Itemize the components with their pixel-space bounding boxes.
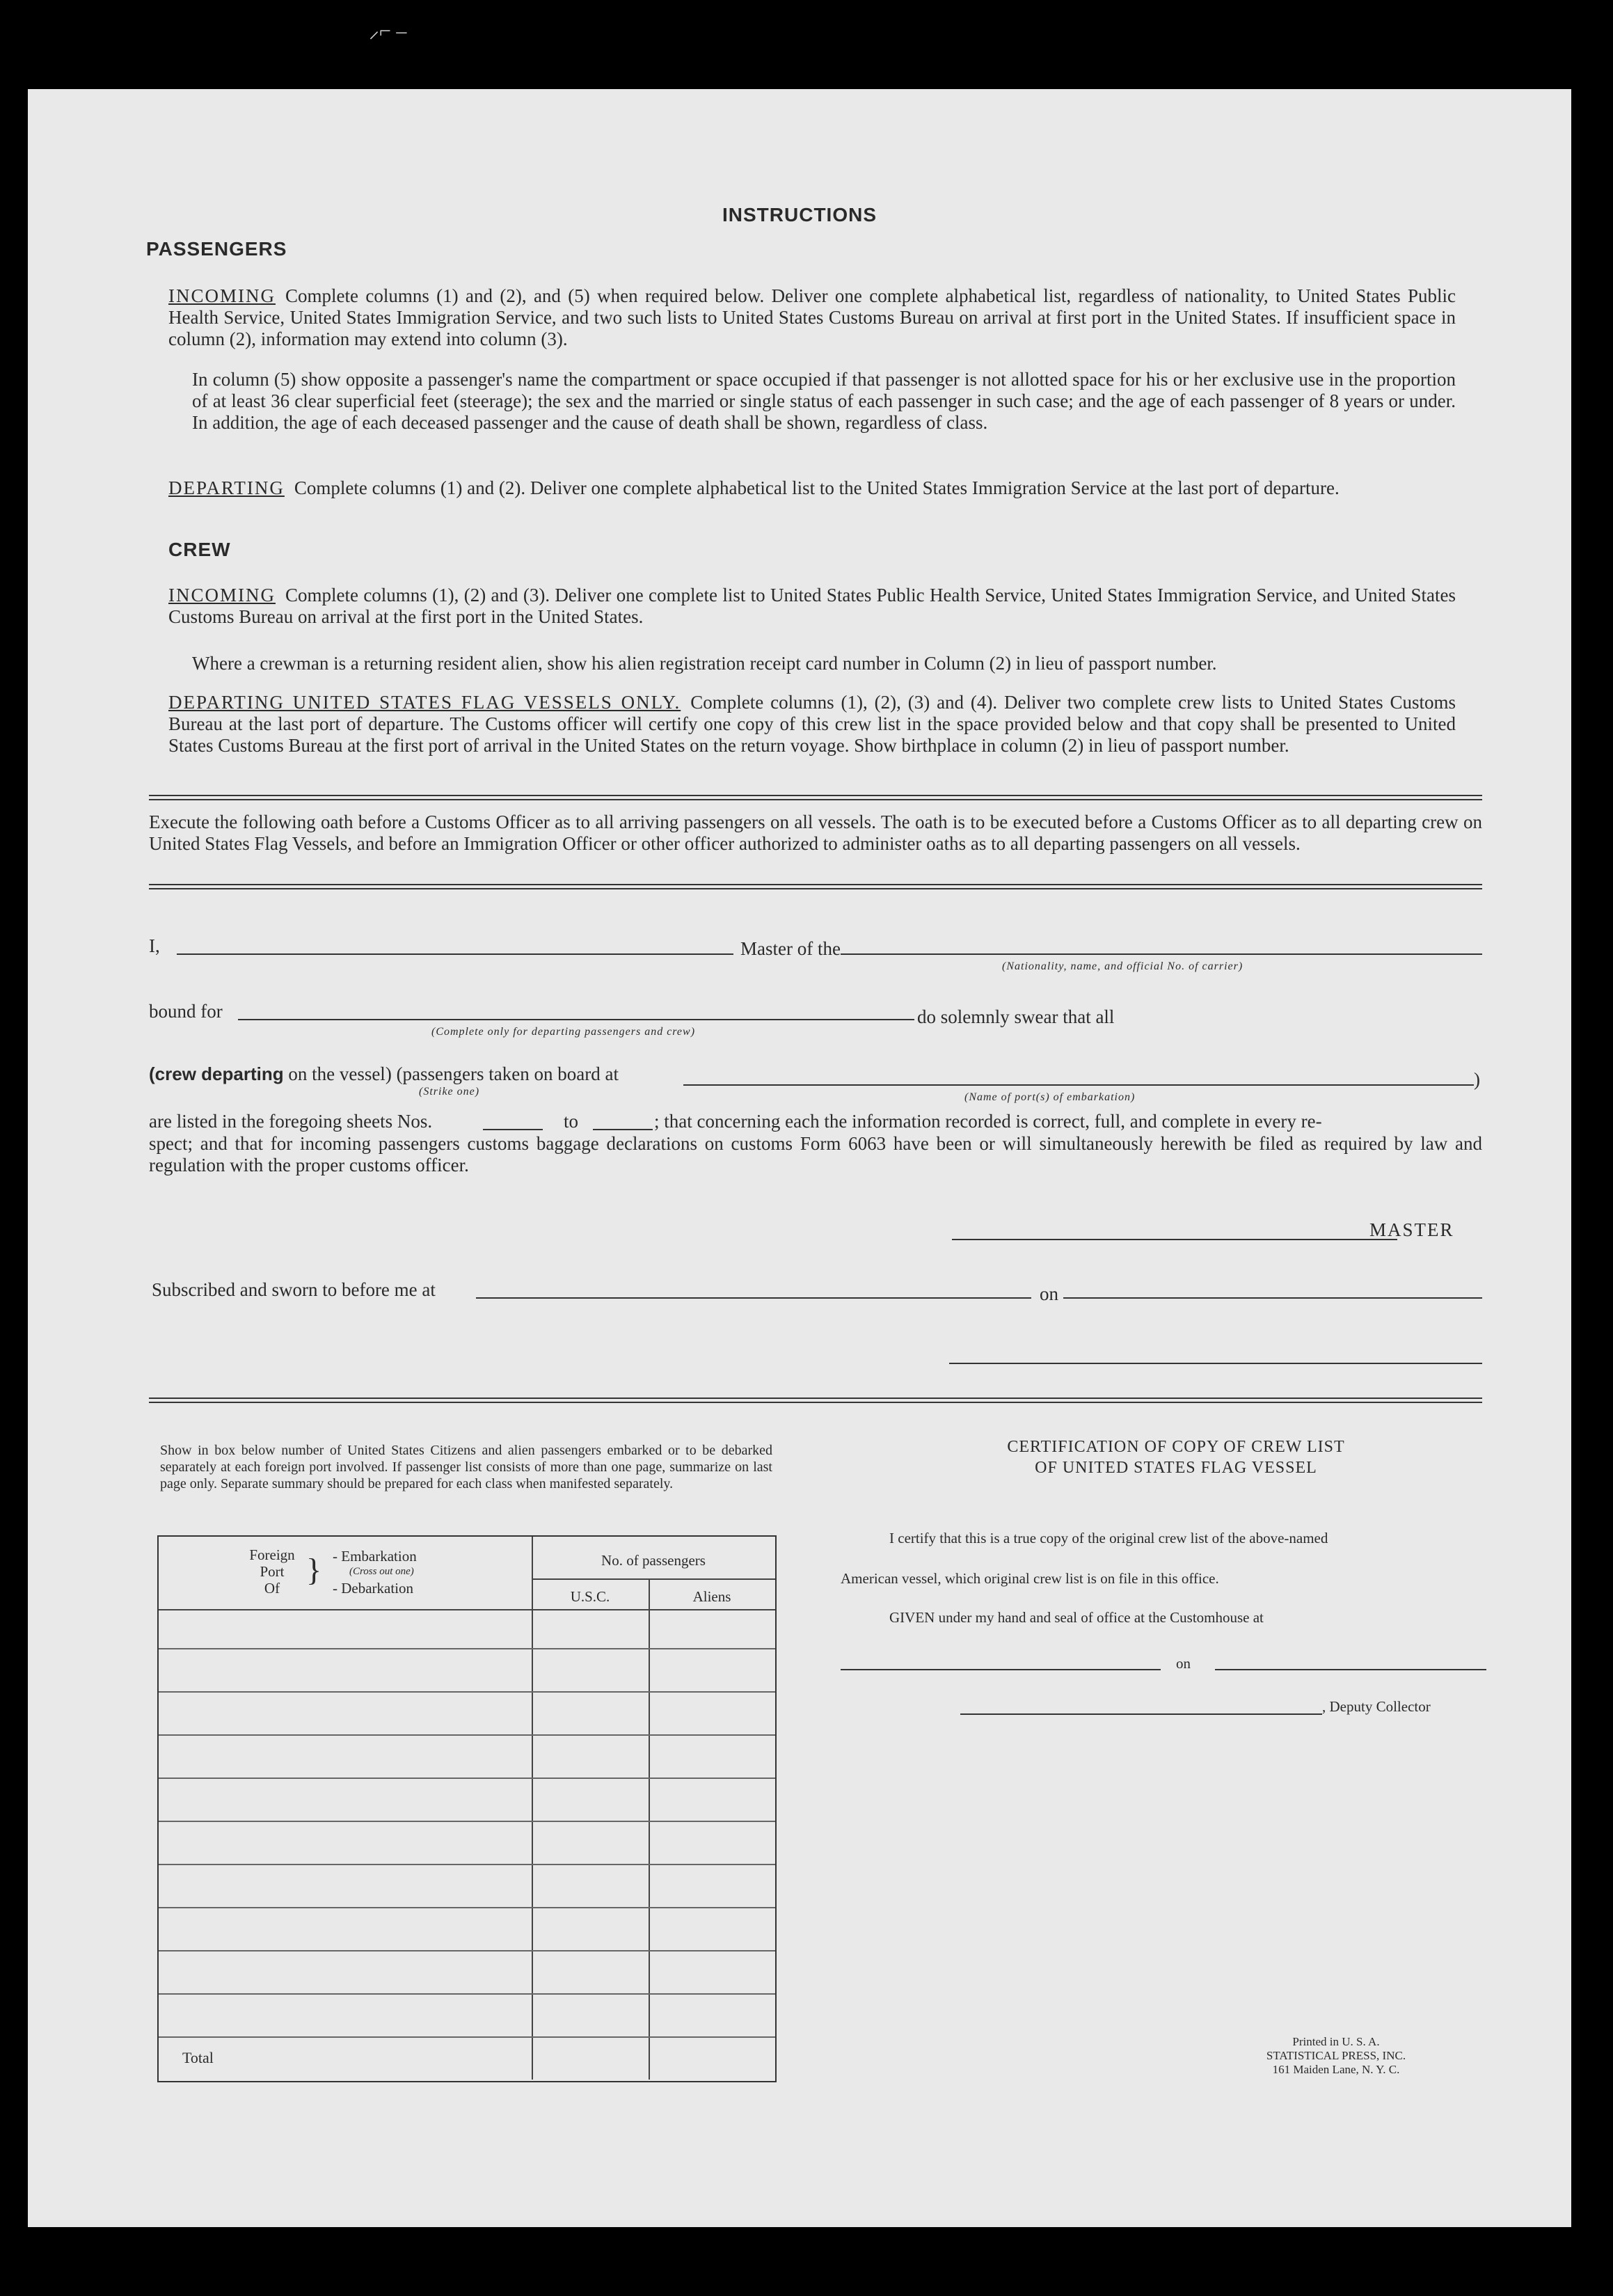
subscribed-label: Subscribed and sworn to before me at [152,1279,436,1300]
divider-rule [149,884,1482,885]
certify-text-1: I certify that this is a true copy of the original crew list of the above-named [889,1530,1328,1546]
divider-rule [149,799,1482,800]
crew-departing-paragraph [168,692,1456,757]
total-label: Total [182,2049,214,2066]
destination-field[interactable] [238,1019,914,1020]
passengers-incoming-text: Complete columns (1) and (2), and (5) when required below. Deliver one complete alphabetical list, regardless of nationality, to United States Public Health Service, United States Immigration Service, and two such lists to United States Customs Bureau on arrival at first port in the United States. If insufficient space in column (2), information may extend into column (3). [168,285,1456,349]
carrier-hint: (Nationality, name, and official No. of carrier) [1002,960,1243,972]
divider-rule [149,888,1482,889]
passengers-incoming-label: INCOMING [168,285,276,306]
printer-imprint: Printed in U. S. A. STATISTICAL PRESS, INC. 161 Maiden Lane, N. Y. C. [1266,2035,1406,2076]
crew-incoming-label: INCOMING [168,585,276,605]
sworn-on-label: on [1040,1283,1058,1304]
sworn-date-field[interactable] [1063,1297,1482,1299]
embarkation-header: - Embarkation [333,1548,417,1565]
usc-header: U.S.C. [570,1588,610,1605]
deputy-signature-field[interactable] [960,1713,1322,1715]
deputy-collector-label: , Deputy Collector [1322,1698,1431,1715]
crew-departing-label: DEPARTING UNITED STATES FLAG VESSELS ONLY. [168,692,681,713]
crew-incoming-paragraph [168,585,1456,628]
passenger-summary-table [157,1535,777,2082]
divider-rule [149,1402,1482,1403]
column5-paragraph: In column (5) show opposite a passenger's name the compartment or space occupied if that passenger is not allotted space for his or her exclusive use in the proportion of at least 36 clear superficial feet (steerage); the sex and the married or single status of each passenger in such case; and the age of each passenger of 8 years or under. In addition, the age of each deceased passenger and the cause of death shall be shown, regardless of class. [192,369,1456,433]
divider-rule [149,795,1482,796]
foreign-port-header: Foreign Port Of [249,1546,295,1597]
listed-to: to [564,1111,579,1132]
passengers-incoming-paragraph [168,285,1456,350]
form-page [28,89,1571,2227]
officer-signature-field[interactable] [949,1363,1482,1364]
sheet-to-field[interactable] [593,1129,653,1130]
crew-departing-text: Complete columns (1), (2), (3) and (4). Deliver two complete crew lists to United States Customs Bureau at the last port of departure. The Customs officer will certify one copy of this crew list in the space provided below and that copy shall be presented to United States Customs Bureau at the first port of arrival in the United States on the return voyage. Show birthplace in column (2) in lieu of passport number. [168,692,1456,756]
cross-out-hint: (Cross out one) [349,1566,414,1577]
oath-instructions: Execute the following oath before a Customs Officer as to all arriving passengers on all vessels. The oath is to be executed before a Customs Officer as to all departing crew on United States Flag Vessels, and before an Immigration Officer or other officer authorized to administer oaths as to all departing passengers on all vessels. [149,811,1482,854]
customhouse-field[interactable] [841,1669,1161,1670]
sworn-place-field[interactable] [476,1297,1031,1299]
crew-resident-paragraph: Where a crewman is a returning resident alien, show his alien registration receipt card number in Column (2) in lieu of passport number. [192,653,1217,674]
debarkation-header: - Debarkation [333,1580,414,1597]
summary-instructions: Show in box below number of United States Citizens and alien passengers embarked or to be debarked separately at each foreign port involved. If passenger list consists of more than one page, summarize on last page only. Separate summary should be prepared for each class when manifested separately. [160,1443,772,1491]
crew-heading: CREW [168,539,231,560]
aliens-header: Aliens [692,1588,731,1605]
corner-scribble: ⸝⌐ ‒ [369,19,407,42]
master-name-field[interactable] [177,953,733,955]
master-signature-field[interactable] [952,1239,1397,1240]
master-label: MASTER [1369,1219,1454,1240]
embarkation-ports-field[interactable] [683,1084,1474,1086]
carrier-field[interactable] [841,953,1482,955]
listed-text-b: ; that concerning each the information recorded is correct, full, and complete in every re- [654,1111,1322,1132]
passengers-departing-text: Complete columns (1) and (2). Deliver one complete alphabetical list to the United States Immigration Service at the last port of departure. [294,477,1340,498]
passengers-departing-paragraph [168,477,1456,499]
divider-rule [149,1398,1482,1399]
oath-i-label: I, [149,935,160,956]
no-passengers-header: No. of passengers [601,1552,706,1569]
crew-incoming-text: Complete columns (1), (2) and (3). Deliver one complete list to United States Public Health Service, United States Immigration Service, and United States Customs Bureau on arrival at the first port in the United States. [168,585,1456,627]
instructions-title: INSTRUCTIONS [722,204,877,225]
ports-hint: (Name of port(s) of embarkation) [964,1091,1136,1103]
destination-hint: (Complete only for departing passengers and crew) [431,1026,696,1038]
strike-one-hint: (Strike one) [419,1086,480,1098]
cert-date-field[interactable] [1215,1669,1486,1670]
cert-on-label: on [1176,1655,1191,1672]
given-text: GIVEN under my hand and seal of office at the Customhouse at [889,1609,1264,1626]
brace-icon: } [306,1552,322,1588]
certify-text-2: American vessel, which original crew list is on file in this office. [841,1570,1219,1587]
swear-text: do solemnly swear that all [917,1006,1115,1027]
sheet-from-field[interactable] [483,1129,543,1130]
listed-text-c: spect; and that for incoming passengers customs baggage declarations on customs Form 6063 have been or will simultaneously herewith be filed as required by law and regulation with the proper customs officer. [149,1133,1482,1175]
certification-title: CERTIFICATION OF COPY OF CREW LIST OF UNITED STATES FLAG VESSEL [1007,1438,1345,1477]
listed-text-a: are listed in the foregoing sheets Nos. [149,1111,433,1132]
passengers-heading: PASSENGERS [146,238,287,260]
passengers-departing-label: DEPARTING [168,477,285,498]
master-of-the-label: Master of the [740,938,841,959]
close-paren: ) [1474,1069,1480,1090]
bound-for-label: bound for [149,1001,223,1022]
crew-departing-option: (crew departing on the vessel) (passengers taken on board at [149,1063,619,1084]
